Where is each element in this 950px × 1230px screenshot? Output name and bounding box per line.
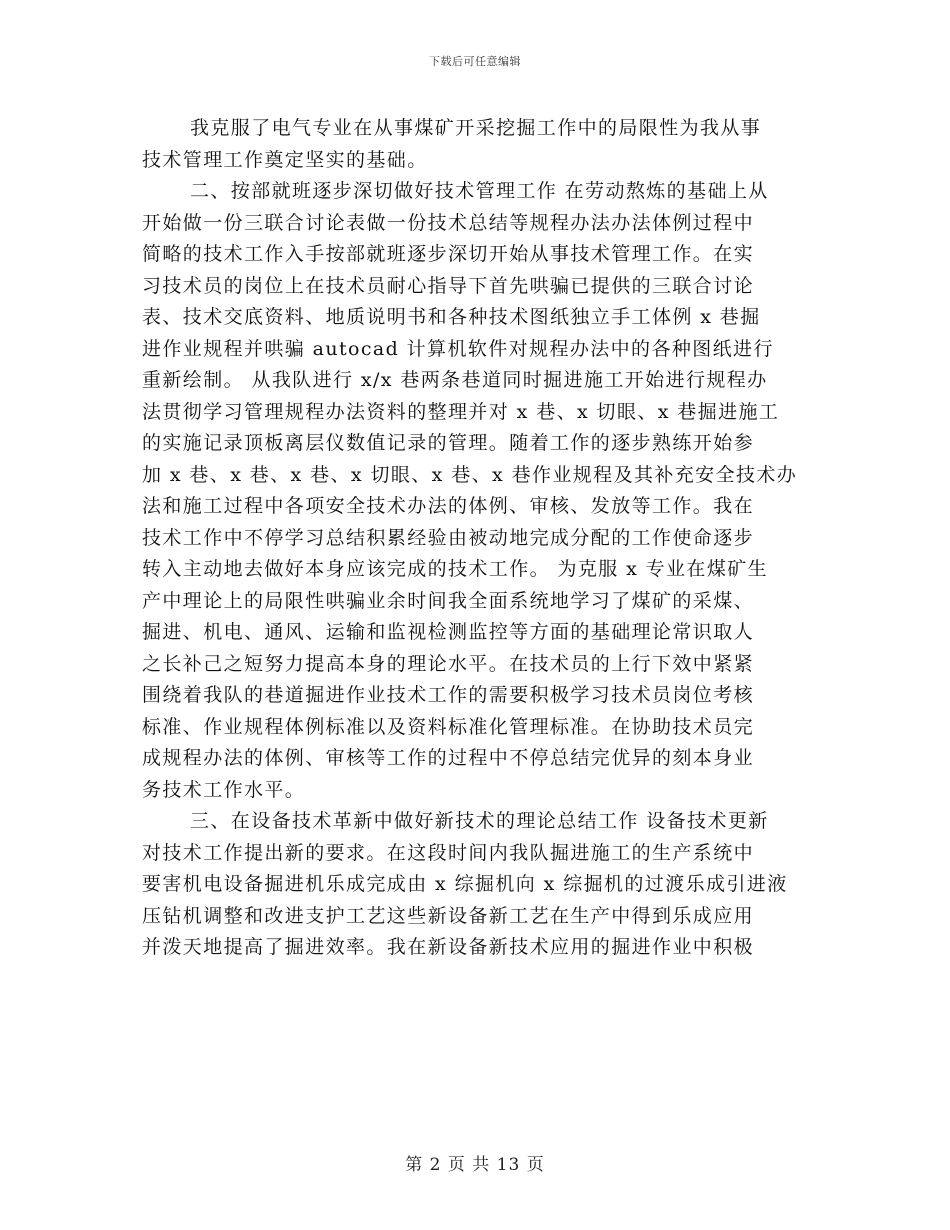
text-line: 并泼天地提高了掘进效率。我在新设备新技术应用的掘进作业中积极 bbox=[142, 936, 755, 958]
text-line: 的实施记录顶板离层仪数值记录的管理。随着工作的逐步熟练开始参 bbox=[142, 432, 755, 454]
text-line: 进作业规程并哄骗 autocad 计算机软件对规程办法中的各种图纸进行 bbox=[142, 337, 774, 360]
text-line: 掘进、机电、通风、运输和监视检测监控等方面的基础理论常识取人 bbox=[142, 621, 755, 643]
text-line: 法和施工过程中各项安全技术办法的体例、审核、发放等工作。我在 bbox=[142, 495, 755, 517]
text-line: 加 x 巷、x 巷、x 巷、x 切眼、x 巷、x 巷作业规程及其补充安全技术办 bbox=[142, 463, 798, 486]
text-line: 技术工作中不停学习总结积累经验由被动地完成分配的工作使命逐步 bbox=[142, 526, 755, 549]
text-line: 习技术员的岗位上在技术员耐心指导下首先哄骗已提供的三联合讨论 bbox=[142, 274, 755, 297]
text-line: 对技术工作提出新的要求。在这段时间内我队掘进施工的生产系统中 bbox=[142, 841, 755, 864]
text-line: 法贯彻学习管理规程办法资料的整理并对 x 巷、x 切眼、x 巷掘进施工 bbox=[142, 400, 780, 423]
text-line: 围绕着我队的巷道掘进作业技术工作的需要积极学习技术员岗位考核 bbox=[142, 684, 755, 706]
text-line: 要害机电设备掘进机乐成完成由 x 综掘机向 x 综掘机的过渡乐成引进液 bbox=[142, 873, 788, 895]
text-line: 简略的技术工作入手按部就班逐步深切开始从事技术管理工作。在实 bbox=[142, 243, 755, 265]
document-body bbox=[142, 113, 804, 964]
text-line: 二、按部就班逐步深切做好技术管理工作 在劳动熬炼的基础上从 bbox=[190, 180, 769, 202]
text-line: 技术管理工作奠定坚实的基础。 bbox=[142, 148, 428, 171]
text-line: 之长补己之短努力提高本身的理论水平。在技术员的上行下效中紧紧 bbox=[142, 652, 755, 675]
page-header: 下载后可任意编辑 bbox=[429, 55, 521, 68]
text-line: 压钻机调整和改进支护工艺这些新设备新工艺在生产中得到乐成应用 bbox=[142, 904, 755, 927]
text-line: 成规程办法的体例、审核等工作的过程中不停总结完优异的刻本身业 bbox=[142, 747, 755, 769]
text-line: 标准、作业规程体例标准以及资料标准化管理标准。在协助技术员完 bbox=[142, 715, 755, 738]
text-line: 三、在设备技术革新中做好新技术的理论总结工作 设备技术更新 bbox=[190, 810, 769, 832]
text-line: 开始做一份三联合讨论表做一份技术总结等规程办法办法体例过程中 bbox=[142, 211, 755, 234]
text-line: 产中理论上的局限性哄骗业余时间我全面系统地学习了煤矿的采煤、 bbox=[142, 589, 755, 612]
text-line: 务技术工作水平。 bbox=[142, 778, 306, 801]
text-line: 转入主动地去做好本身应该完成的技术工作。 为克服 x 专业在煤矿生 bbox=[142, 558, 769, 580]
text-line: 表、技术交底资料、地质说明书和各种技术图纸独立手工体例 x 巷掘 bbox=[142, 306, 761, 328]
text-line: 重新绘制。 从我队进行 x/x 巷两条巷道同时掘进施工开始进行规程办 bbox=[142, 369, 768, 391]
text-line: 我克服了电气专业在从事煤矿开采挖掘工作中的局限性为我从事 bbox=[190, 117, 762, 139]
page-number-footer: 第 2 页 共 13 页 bbox=[405, 1155, 545, 1175]
